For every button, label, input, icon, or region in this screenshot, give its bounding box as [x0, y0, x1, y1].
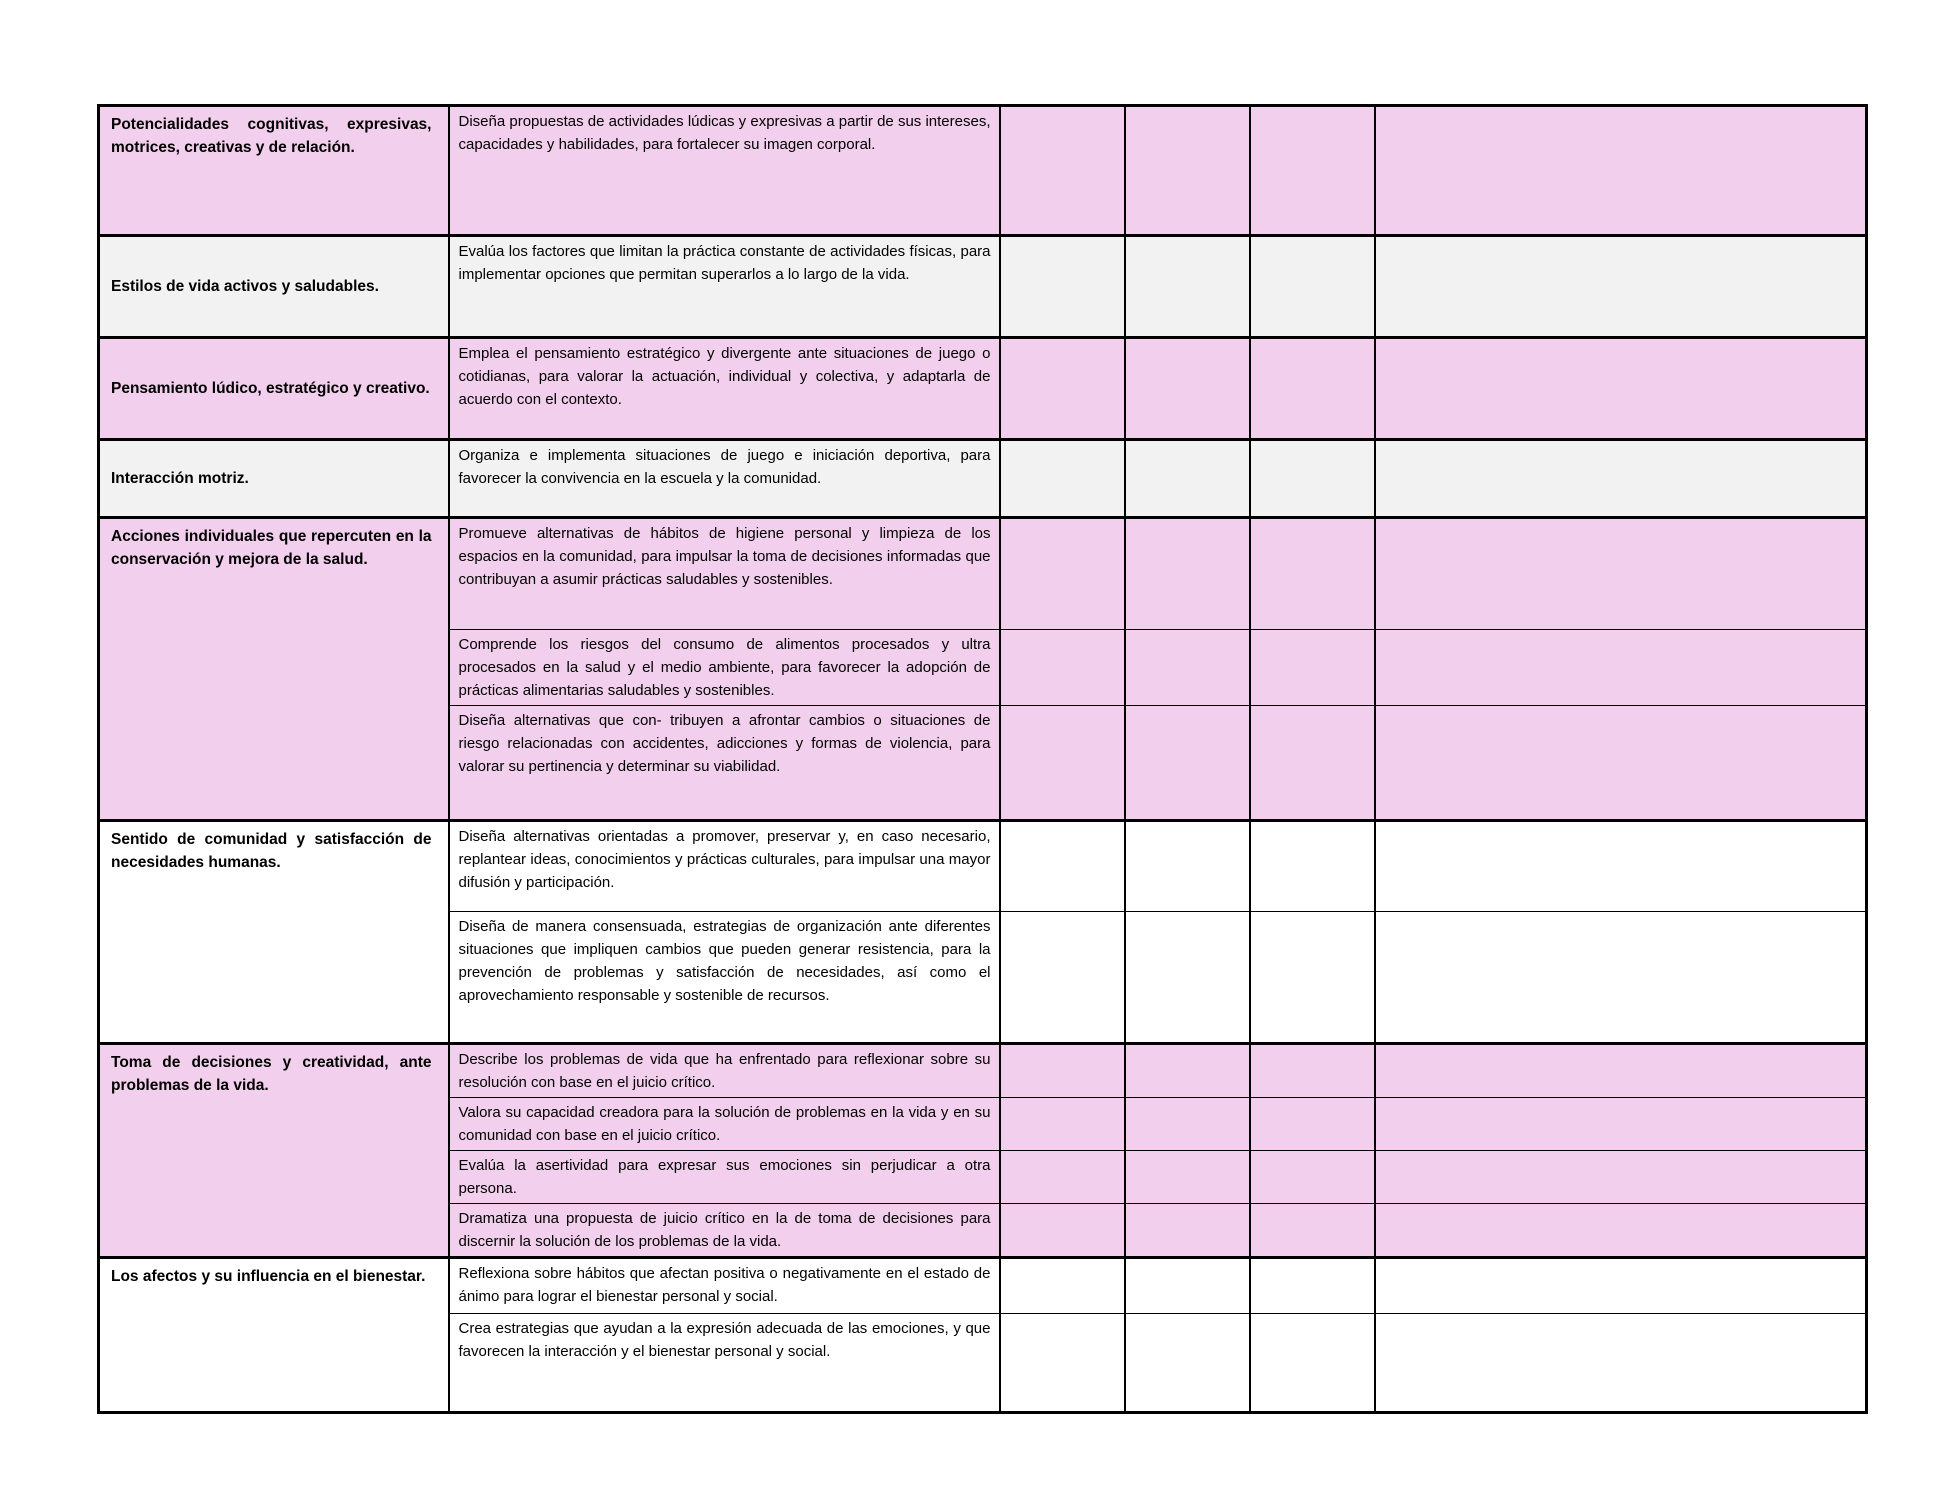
empty-cell-1: [1000, 912, 1125, 1044]
empty-cell-4: [1375, 1044, 1867, 1098]
empty-cell-3: [1250, 518, 1375, 630]
empty-cell-2: [1125, 630, 1250, 706]
empty-cell-3: [1250, 236, 1375, 338]
empty-cell-1: [1000, 821, 1125, 912]
description-cell: Diseña de manera consensuada, estrategias de organización ante diferentes situaciones que impliquen cambios que pueden generar resistencia, para la prevención de problemas y satisfacción de necesidades, así como el aprovechamiento responsable y sostenible de recursos.: [449, 912, 1000, 1044]
empty-cell-3: [1250, 1098, 1375, 1151]
empty-cell-2: [1125, 236, 1250, 338]
empty-cell-3: [1250, 1044, 1375, 1098]
empty-cell-1: [1000, 706, 1125, 821]
table-row: [99, 518, 1867, 630]
empty-cell-2: [1125, 1098, 1250, 1151]
empty-cell-3: [1250, 1151, 1375, 1204]
concept-cell: Los afectos y su influencia en el bienestar.: [99, 1258, 449, 1413]
description-cell: Promueve alternativas de hábitos de higiene personal y limpieza de los espacios en la comunidad, para impulsar la toma de decisiones informadas que contribuyan a asumir prácticas saludables y sostenibles.: [449, 518, 1000, 630]
table-row: [99, 1258, 1867, 1314]
table-row: [99, 106, 1867, 236]
empty-cell-2: [1125, 106, 1250, 236]
table-row: [99, 821, 1867, 912]
empty-cell-3: [1250, 912, 1375, 1044]
empty-cell-1: [1000, 236, 1125, 338]
empty-cell-4: [1375, 630, 1867, 706]
description-cell: Comprende los riesgos del consumo de alimentos procesados y ultra procesados en la salud y el medio ambiente, para favorecer la adopción de prácticas alimentarias saludables y sostenibles.: [449, 630, 1000, 706]
empty-cell-2: [1125, 518, 1250, 630]
empty-cell-4: [1375, 912, 1867, 1044]
empty-cell-1: [1000, 518, 1125, 630]
empty-cell-4: [1375, 106, 1867, 236]
empty-cell-3: [1250, 338, 1375, 440]
empty-cell-2: [1125, 1258, 1250, 1314]
empty-cell-1: [1000, 1314, 1125, 1413]
description-cell: Reflexiona sobre hábitos que afectan positiva o negativamente en el estado de ánimo para lograr el bienestar personal y social.: [449, 1258, 1000, 1314]
empty-cell-4: [1375, 821, 1867, 912]
empty-cell-2: [1125, 821, 1250, 912]
empty-cell-4: [1375, 706, 1867, 821]
empty-cell-2: [1125, 1044, 1250, 1098]
table-row: [99, 338, 1867, 440]
empty-cell-3: [1250, 1258, 1375, 1314]
empty-cell-4: [1375, 1151, 1867, 1204]
empty-cell-3: [1250, 1204, 1375, 1258]
table-row: [99, 1044, 1867, 1098]
empty-cell-1: [1000, 338, 1125, 440]
empty-cell-4: [1375, 440, 1867, 518]
description-cell: Organiza e implementa situaciones de juego e iniciación deportiva, para favorecer la convivencia en la escuela y la comunidad.: [449, 440, 1000, 518]
table-row: [99, 440, 1867, 518]
description-cell: Diseña alternativas que con- tribuyen a afrontar cambios o situaciones de riesgo relacionadas con accidentes, adicciones y formas de violencia, para valorar su pertinencia y determinar su viabilidad.: [449, 706, 1000, 821]
empty-cell-2: [1125, 440, 1250, 518]
empty-cell-2: [1125, 1151, 1250, 1204]
empty-cell-2: [1125, 338, 1250, 440]
empty-cell-3: [1250, 440, 1375, 518]
empty-cell-1: [1000, 1204, 1125, 1258]
concept-cell: Estilos de vida activos y saludables.: [99, 236, 449, 338]
empty-cell-4: [1375, 1258, 1867, 1314]
empty-cell-3: [1250, 1314, 1375, 1413]
empty-cell-3: [1250, 106, 1375, 236]
concept-cell: Pensamiento lúdico, estratégico y creativo.: [99, 338, 449, 440]
empty-cell-1: [1000, 1044, 1125, 1098]
empty-cell-1: [1000, 1151, 1125, 1204]
empty-cell-4: [1375, 236, 1867, 338]
curriculum-table: [97, 104, 1868, 1414]
description-cell: Valora su capacidad creadora para la solución de problemas en la vida y en su comunidad con base en el juicio crítico.: [449, 1098, 1000, 1151]
concept-cell: Sentido de comunidad y satisfacción de necesidades humanas.: [99, 821, 449, 1044]
empty-cell-1: [1000, 630, 1125, 706]
concept-cell: Interacción motriz.: [99, 440, 449, 518]
empty-cell-3: [1250, 630, 1375, 706]
table-row: [99, 236, 1867, 338]
empty-cell-2: [1125, 1314, 1250, 1413]
description-cell: Crea estrategias que ayudan a la expresión adecuada de las emociones, y que favorecen la interacción y el bienestar personal y social.: [449, 1314, 1000, 1413]
empty-cell-1: [1000, 440, 1125, 518]
description-cell: Diseña propuestas de actividades lúdicas y expresivas a partir de sus intereses, capacidades y habilidades, para fortalecer su imagen corporal.: [449, 106, 1000, 236]
empty-cell-2: [1125, 912, 1250, 1044]
empty-cell-4: [1375, 1098, 1867, 1151]
empty-cell-1: [1000, 1098, 1125, 1151]
concept-cell: Toma de decisiones y creatividad, ante problemas de la vida.: [99, 1044, 449, 1258]
empty-cell-4: [1375, 1314, 1867, 1413]
description-cell: Evalúa la asertividad para expresar sus emociones sin perjudicar a otra persona.: [449, 1151, 1000, 1204]
empty-cell-2: [1125, 1204, 1250, 1258]
description-cell: Dramatiza una propuesta de juicio crítico en la de toma de decisiones para discernir la solución de los problemas de la vida.: [449, 1204, 1000, 1258]
concept-cell: Acciones individuales que repercuten en la conservación y mejora de la salud.: [99, 518, 449, 821]
empty-cell-4: [1375, 1204, 1867, 1258]
empty-cell-4: [1375, 338, 1867, 440]
concept-cell: Potencialidades cognitivas, expresivas, motrices, creativas y de relación.: [99, 106, 449, 236]
empty-cell-3: [1250, 706, 1375, 821]
empty-cell-1: [1000, 106, 1125, 236]
empty-cell-4: [1375, 518, 1867, 630]
empty-cell-3: [1250, 821, 1375, 912]
empty-cell-2: [1125, 706, 1250, 821]
description-cell: Diseña alternativas orientadas a promover, preservar y, en caso necesario, replantear ideas, conocimientos y prácticas culturales, para impulsar una mayor difusión y participación.: [449, 821, 1000, 912]
description-cell: Evalúa los factores que limitan la práctica constante de actividades físicas, para implementar opciones que permitan superarlos a lo largo de la vida.: [449, 236, 1000, 338]
empty-cell-1: [1000, 1258, 1125, 1314]
description-cell: Emplea el pensamiento estratégico y divergente ante situaciones de juego o cotidianas, para valorar la actuación, individual y colectiva, y adaptarla de acuerdo con el contexto.: [449, 338, 1000, 440]
description-cell: Describe los problemas de vida que ha enfrentado para reflexionar sobre su resolución con base en el juicio crítico.: [449, 1044, 1000, 1098]
